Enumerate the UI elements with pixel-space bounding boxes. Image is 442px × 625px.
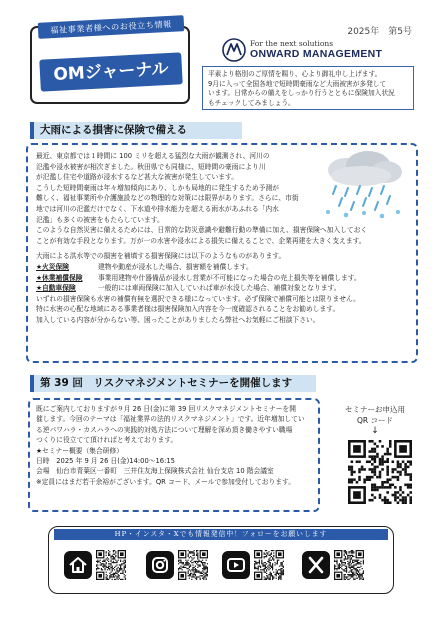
body-line: 地では河川の氾濫だけでなく、下水道や排水能力を超える雨水があふれる「内水 xyxy=(36,204,279,213)
journal-tagline: 福祉事業者様へのお役立ち情報 xyxy=(38,15,185,39)
greeting-line: 平素より格別のご厚情を賜り、心より御礼申し上げます。 xyxy=(208,70,382,78)
section-heading-heavy-rain: 大雨による損害に保険で備える xyxy=(30,122,242,139)
insurance-item-auto xyxy=(36,283,412,294)
qr-caption-line: セミナーお申込用 xyxy=(345,405,405,414)
body-line: が氾濫し住宅や道路が浸水するなど甚大な被害が発生しています。 xyxy=(36,173,238,182)
greeting-box xyxy=(202,66,414,110)
section-body-seminar xyxy=(36,404,316,487)
instagram-qr-code[interactable] xyxy=(178,550,208,580)
down-arrow-icon: ↓ xyxy=(371,426,379,436)
body-line: ことが有効な手段となります。万が一の水害や浸水による損失に備えることで、企業再建を大きく支えます。 xyxy=(36,236,366,245)
body-line: 加入している内容が分からない等、困ったことがありましたら弊社へお気軽にご相談下さい。 xyxy=(36,315,320,324)
section-body-heavy-rain xyxy=(36,151,412,326)
seminar-note: ※定員にはまだ若干余裕がございます。QR コード、メールで参加受付しております。 xyxy=(36,477,295,486)
body-line: いずれの損害保険も水害の補償有無を選択できる様になっています。必ず保険で補償可能とは限りません。 xyxy=(36,294,360,303)
section-heading-seminar: 第 39 回 リスクマネジメントセミナーを開催します xyxy=(30,375,316,392)
insurance-desc: 事業用建物や什器備品が浸水し営業が不可能になった場合の売上損失等を補償します。 xyxy=(98,273,361,282)
body-line: 既にご案内しておりますが９月 26 日(金)に第 39 回リスクマネジメントセミナーを開 xyxy=(36,405,296,413)
company-name: ONWARD MANAGEMENT xyxy=(250,48,383,60)
issue-number: 2025年 第5号 xyxy=(347,27,412,37)
qr-caption-line: QR コード xyxy=(357,416,393,425)
x-logo-icon[interactable] xyxy=(302,551,330,579)
body-line: 催します。今回のテーマは「福祉業界の法的リスクマネジメント」です。近年増加してい xyxy=(36,415,305,424)
company-logo-mark-icon xyxy=(222,38,246,62)
body-line: このような自然災害に備えるためには、日常的な防災意識や避難行動の準備に加え、損害保険へ加入しておく xyxy=(36,226,368,235)
play-icon[interactable] xyxy=(222,551,250,579)
insurance-desc: 一般的には車両保険に加入していれば車が水没した場合、補償対象となります。 xyxy=(98,284,341,293)
insurance-item-fire xyxy=(36,262,412,273)
body-line: 氾濫や浸水被害が相次ぎました。秋田県でも同様に、短時間の豪雨により川 xyxy=(36,162,266,171)
body-line: 難しく、福祉事業所や介護施設などの物理的な対策には限界があります。さらに、市街 xyxy=(36,194,299,203)
insurance-item-business-interruption xyxy=(36,273,412,284)
insurance-label: ★火災保険 xyxy=(36,262,70,271)
camera-icon[interactable] xyxy=(146,551,174,579)
journal-title-box xyxy=(30,18,190,104)
insurance-list-intro: 大雨による洪水等での損害を補填する損害保険には以下のようなものがあります。 xyxy=(36,252,286,261)
greeting-line: います。日常からの備えをしっかり行うとともに保険加入状況 xyxy=(208,89,395,98)
greeting-line: 9月に入って全国各地で短時間豪雨など大雨被害が多発して xyxy=(208,79,387,88)
x-qr-code[interactable] xyxy=(334,550,364,580)
insurance-desc: 建物や動産が浸水した場合、損害額を補償します。 xyxy=(98,262,253,271)
video-qr-code[interactable] xyxy=(254,550,284,580)
home-icon[interactable] xyxy=(64,551,92,579)
insurance-label: ★休業補償保険 xyxy=(36,273,83,282)
body-line: 氾濫」も多くの被害をもたらしています。 xyxy=(36,215,164,224)
seminar-qr-code[interactable] xyxy=(348,440,412,504)
body-line: つくりに役立てて頂ければと考えております。 xyxy=(36,436,178,445)
greeting-line: もチェックしてみましょう。 xyxy=(208,99,295,108)
body-line: る逆パワハラ・カスハラへの実践的対処方法について理解を深め頂き働きやすい職場 xyxy=(36,425,293,434)
hp-qr-code[interactable] xyxy=(96,550,126,580)
body-line: こうした短時間豪雨は年々増加傾向にあり、しかも局地的に発生するため予測が xyxy=(36,183,280,192)
insurance-label: ★自動車保険 xyxy=(36,284,76,293)
seminar-overview-heading: ★セミナー概要（集合研修） xyxy=(36,446,124,455)
social-footer-banner: HP・インスタ・Xでも情報発信中！フォローをお願いします xyxy=(54,529,388,540)
body-line: 最近、東京都では１時間に 100 ミリを超える猛烈な大雨が観測され、河川の xyxy=(36,152,270,160)
seminar-datetime: 日時 2025 年 9 月 26 日(金)14:00～16:15 xyxy=(36,457,175,466)
seminar-venue: 会場 仙台市青葉区一番町 三井住友海上保険株式会社 仙台支店 10 階会議室 xyxy=(36,467,274,476)
body-line: 特に水害の心配な地域にある事業者様は損害保険加入内容を今一度確認されることをお勧めします。 xyxy=(36,305,340,314)
seminar-qr-caption xyxy=(326,404,424,426)
company-logo xyxy=(222,38,412,64)
company-tagline: For the next solutions xyxy=(250,39,334,48)
journal-title: OMジャーナル xyxy=(39,52,182,91)
